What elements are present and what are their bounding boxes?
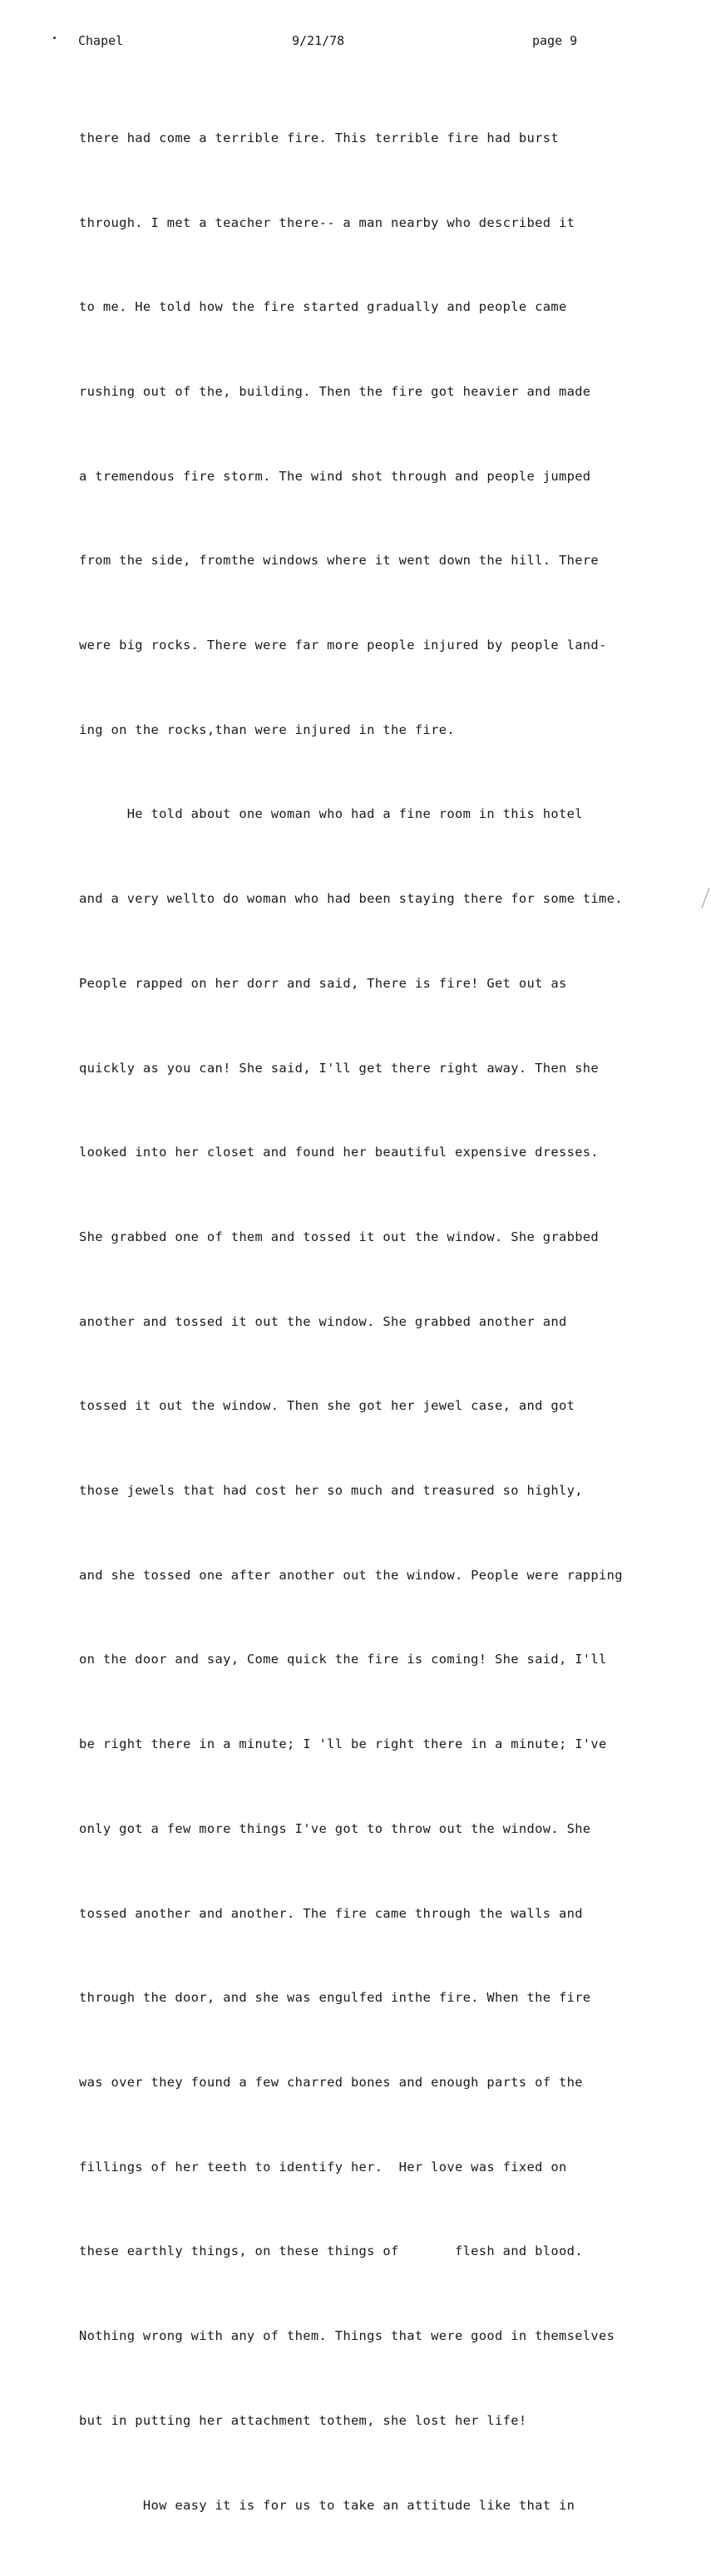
page-header (0, 33, 711, 53)
header-date: 9/21/78 (292, 33, 345, 48)
text-line: ing on the rocks,than were injured in the fire. (79, 722, 455, 737)
text-line: tossed it out the window. Then she got her jewel case, and got (79, 1398, 575, 1414)
header-title: Chapel (78, 33, 124, 48)
text-line: was over they found a few charred bones and enough parts of the (79, 2074, 583, 2090)
text-line: on the door and say, Come quick the fire is coming! She said, I'll (79, 1652, 607, 1667)
text-line: there had come a terrible fire. This terrible fire had burst (79, 130, 559, 145)
text-line: from the side, fromthe windows where it went down the hill. There (79, 553, 600, 569)
text-line: She grabbed one of them and tossed it out the window. She grabbed (79, 1229, 600, 1244)
text-line: another and tossed it out the window. She grabbed another and (79, 1313, 567, 1329)
text-line: were big rocks. There were far more people injured by people land- (79, 638, 607, 653)
text-line: through the door, and she was engulfed inthe fire. When the fire (79, 1990, 591, 2006)
text-line: People rapped on her dorr and said, There is fire! Get out as (79, 975, 567, 991)
text-line: those jewels that had cost her so much and treasured so highly, (79, 1483, 583, 1499)
text-line: tossed another and another. The fire came through the walls and (79, 1905, 583, 1921)
text-line: How easy it is for us to take an attitude like that in (79, 2497, 575, 2513)
text-line: and a very wellto do woman who had been staying there for some time. (79, 891, 623, 907)
body-text (79, 68, 678, 2576)
header-page-number: page 9 (532, 33, 578, 48)
text-line: to me. He told how the fire started gradually and people came (79, 299, 567, 315)
text-line: and she tossed one after another out the window. People were rapping (79, 1567, 623, 1583)
text-line: He told about one woman who had a fine room in this hotel (79, 806, 583, 822)
text-line: rushing out of the, building. Then the fire got heavier and made (79, 383, 591, 399)
text-line: looked into her closet and found her beautiful expensive dresses. (79, 1145, 600, 1160)
text-line: fillings of her teeth to identify her. Her love was fixed on (79, 2159, 567, 2175)
text-line: but in putting her attachment tothem, she lost her life! (79, 2412, 527, 2428)
text-line: a tremendous fire storm. The wind shot through and people jumped (79, 468, 591, 484)
text-line: be right there in a minute; I 'll be right there in a minute; I've (79, 1736, 607, 1752)
scan-edge-mark (702, 888, 710, 909)
text-line: Nothing wrong with any of them. Things that were good in themselves (79, 2328, 615, 2344)
text-line: quickly as you can! She said, I'll get there right away. Then she (79, 1060, 600, 1076)
text-line: only got a few more things I've got to throw out the window. She (79, 1820, 591, 1836)
text-line: these earthly things, on these things of flesh and blood. (79, 2244, 583, 2259)
text-line: through. I met a teacher there-- a man nearby who described it (79, 214, 575, 230)
